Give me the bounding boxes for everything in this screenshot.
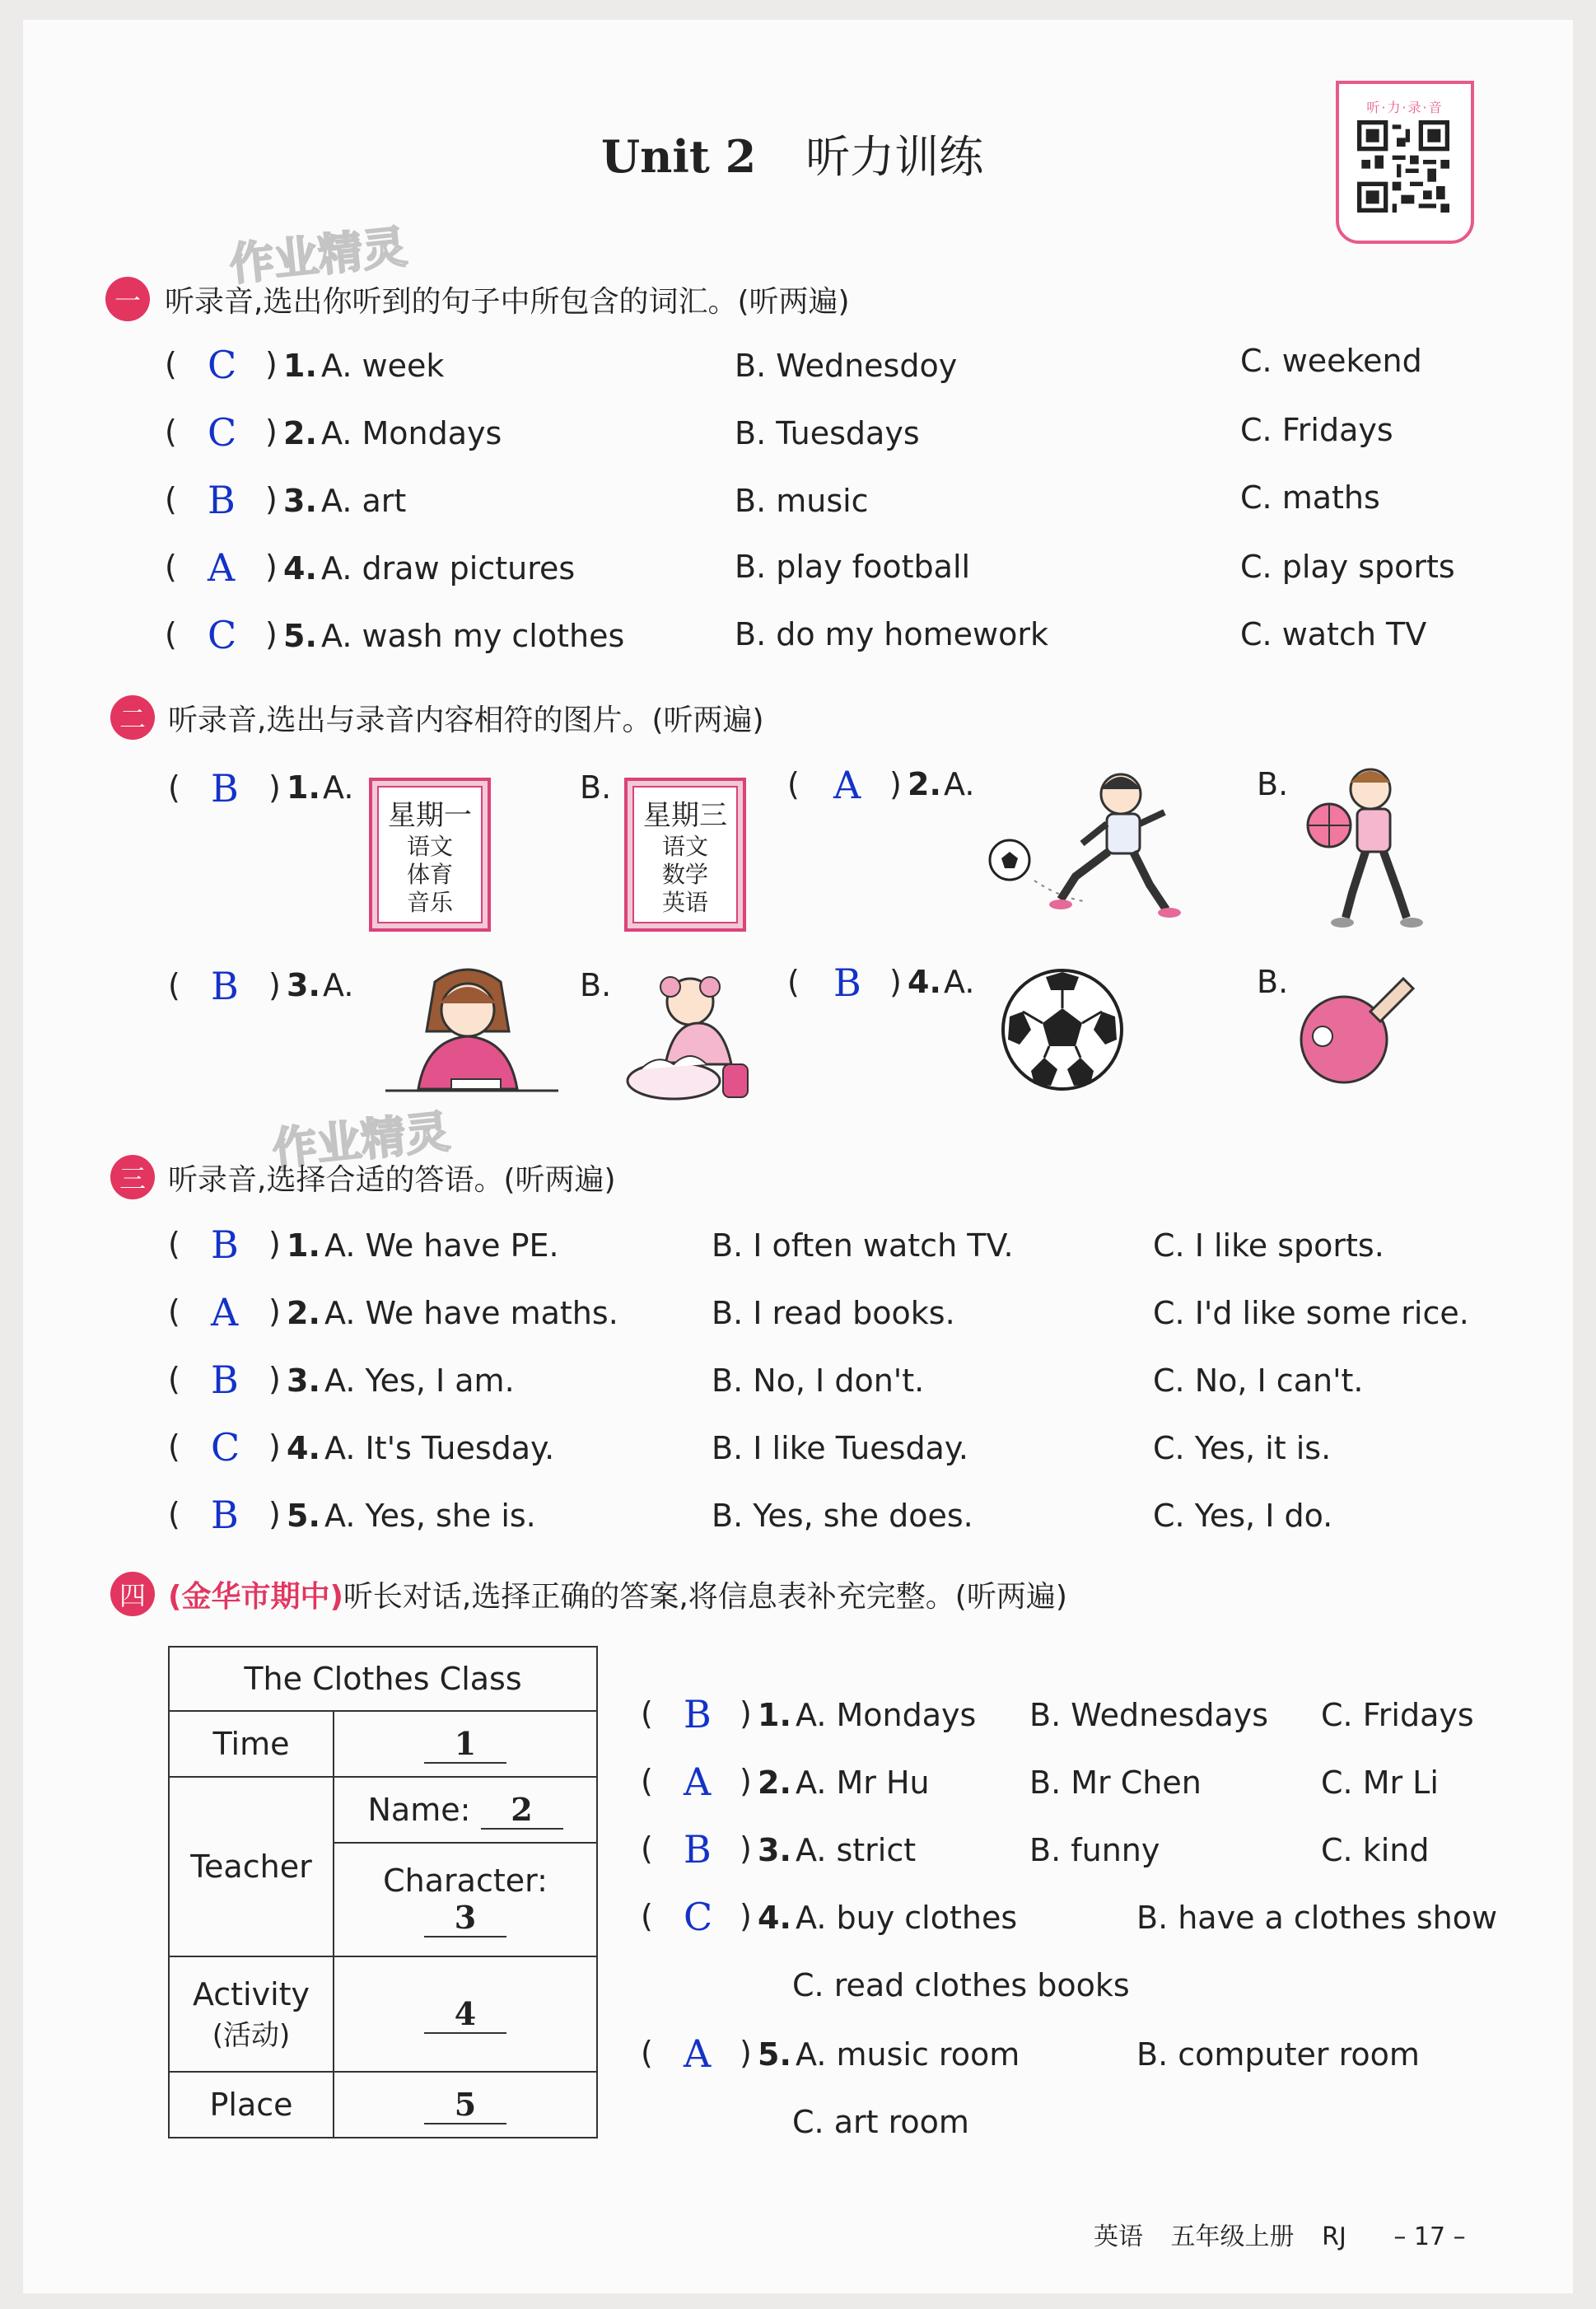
question-number: 1.	[287, 769, 320, 806]
schedule-day: 星期一	[388, 799, 472, 832]
option-a[interactable]: A.	[944, 964, 975, 1000]
option-b[interactable]: B. Tuesdays	[735, 415, 920, 451]
page-number: – 17 –	[1393, 2223, 1466, 2251]
question-number: 5.	[283, 618, 317, 654]
option-b[interactable]: B. No, I don't.	[712, 1362, 925, 1399]
question-number: 3.	[287, 1362, 320, 1399]
option-b[interactable]: B. have a clothes show	[1136, 1900, 1498, 1936]
table-title: The Clothes Class	[169, 1647, 597, 1711]
answer-mark: B	[211, 766, 239, 811]
option-c[interactable]: C. art room	[792, 2104, 969, 2140]
option-a[interactable]: A. music room	[796, 2036, 1020, 2073]
option-c[interactable]: C. Yes, it is.	[1153, 1430, 1332, 1466]
question-number: 3.	[758, 1832, 791, 1868]
option-c[interactable]: C. watch TV	[1240, 616, 1427, 652]
option-c[interactable]: C. I like sports.	[1153, 1227, 1384, 1264]
answer-mark: A	[684, 2031, 712, 2076]
teacher-label: Teacher	[169, 1777, 334, 1956]
boy-basketball-image[interactable]	[1288, 758, 1436, 939]
option-b[interactable]: B.	[580, 769, 612, 806]
option-b[interactable]: B. Mr Chen	[1029, 1764, 1202, 1801]
source-tag: (金华市期中)	[168, 1580, 343, 1614]
option-a[interactable]: A. Mondays	[321, 415, 502, 451]
option-b[interactable]: B. do my homework	[735, 616, 1048, 652]
section-badge: 四	[110, 1572, 155, 1616]
question-number: 1.	[283, 348, 317, 384]
name-label: Name:	[367, 1791, 471, 1828]
page-title	[601, 122, 983, 185]
option-a[interactable]: A.	[323, 769, 354, 806]
section-instruction: 听录音,选择合适的答语。(听两遍)	[168, 1163, 616, 1197]
schedule-subject: 音乐	[406, 889, 453, 916]
time-label: Time	[169, 1711, 334, 1777]
question-number: 4.	[758, 1900, 791, 1936]
section-badge: 二	[110, 695, 155, 740]
option-a[interactable]: A. strict	[796, 1832, 917, 1868]
footer-grade: 五年级上册	[1170, 2223, 1295, 2251]
option-a[interactable]: A. art	[321, 483, 407, 519]
option-c[interactable]: C. Mr Li	[1321, 1764, 1439, 1801]
option-c[interactable]: C. No, I can't.	[1153, 1362, 1364, 1399]
question-number: 2.	[287, 1295, 320, 1331]
schedule-subject: 体育	[406, 861, 453, 888]
question-number: 3.	[283, 483, 317, 519]
answer-mark: A	[833, 763, 861, 807]
option-a[interactable]: A. We have PE.	[324, 1227, 559, 1264]
girl-writing-image[interactable]	[369, 965, 567, 1105]
qr-code-icon[interactable]	[1357, 120, 1449, 213]
answer-mark: C	[208, 613, 237, 657]
character-blank[interactable]: 3	[424, 1899, 506, 1937]
ping-pong-paddle-image[interactable]	[1293, 969, 1425, 1101]
question-number: 3.	[287, 967, 320, 1003]
option-a[interactable]: A. Yes, she is.	[324, 1498, 536, 1534]
footer-subject: 英语	[1094, 2223, 1143, 2251]
answer-mark: C	[684, 1895, 713, 1939]
answer-mark: A	[684, 1760, 712, 1804]
question-number: 1.	[287, 1227, 320, 1264]
option-a[interactable]: A.	[323, 967, 354, 1003]
option-c[interactable]: C. Fridays	[1240, 412, 1393, 448]
answer-mark: C	[208, 343, 237, 387]
option-b[interactable]: B. Wednesdays	[1029, 1697, 1269, 1733]
option-c[interactable]: C. read clothes books	[792, 1967, 1130, 2003]
title-zh: 听力训练	[805, 131, 984, 183]
answer-mark: B	[684, 1692, 712, 1736]
option-a[interactable]: A. Mondays	[796, 1697, 977, 1733]
answer-mark: C	[211, 1425, 240, 1470]
schedule-subject: 英语	[661, 889, 708, 916]
option-c[interactable]: C. Fridays	[1321, 1697, 1474, 1733]
activity-label: Activity	[192, 1975, 310, 2012]
schedule-card-b[interactable]	[624, 778, 746, 932]
schedule-subject: 语文	[406, 833, 453, 860]
option-b[interactable]: B. music	[735, 483, 869, 519]
option-c[interactable]: C. weekend	[1240, 343, 1422, 379]
answer-mark: B	[211, 964, 239, 1008]
option-a[interactable]: A. wash my clothes	[321, 618, 625, 654]
answer-mark: B	[833, 961, 861, 1005]
schedule-subject: 语文	[661, 833, 708, 860]
footer	[1094, 2216, 1466, 2252]
option-a[interactable]: A. It's Tuesday.	[324, 1430, 555, 1466]
section-badge: 三	[110, 1155, 155, 1199]
option-b[interactable]: B. I often watch TV.	[712, 1227, 1014, 1264]
answer-mark: A	[211, 1290, 239, 1334]
watermark: 作业精灵	[226, 220, 410, 292]
option-a[interactable]: A. buy clothes	[796, 1900, 1018, 1936]
boy-kicking-football-image[interactable]	[985, 761, 1191, 934]
unit-title: Unit 2	[601, 130, 757, 183]
schedule-card-a[interactable]	[369, 778, 491, 932]
option-a[interactable]: A. We have maths.	[324, 1295, 618, 1331]
football-image[interactable]	[998, 965, 1127, 1094]
section-instruction: 听长对话,选择正确的答案,将信息表补充完整。(听两遍)	[343, 1580, 1067, 1614]
answer-mark: B	[211, 1493, 239, 1537]
option-b[interactable]: B.	[1257, 964, 1289, 1000]
watermark: 作业精灵	[269, 1105, 453, 1176]
answer-mark: A	[208, 545, 236, 590]
section-instruction-row	[168, 1573, 1067, 1615]
girl-washing-clothes-image[interactable]	[616, 965, 764, 1114]
answer-mark: B	[208, 478, 236, 522]
activity-blank[interactable]: 4	[424, 1995, 506, 2034]
qr-caption: 听·力·录·音	[1366, 100, 1444, 115]
option-a[interactable]: A.	[944, 766, 975, 802]
question-number: 4.	[283, 550, 317, 587]
option-c[interactable]: C. play sports	[1240, 549, 1455, 585]
schedule-day: 星期三	[643, 799, 727, 832]
option-b[interactable]: B. funny	[1029, 1832, 1160, 1868]
option-c[interactable]: C. Yes, I do.	[1153, 1498, 1333, 1534]
character-label: Character:	[383, 1862, 548, 1899]
answer-mark: B	[211, 1222, 239, 1267]
option-b[interactable]: B. I like Tuesday.	[712, 1430, 968, 1466]
place-label: Place	[169, 2072, 334, 2138]
question-number: 5.	[758, 2036, 791, 2073]
question-number: 2.	[758, 1764, 791, 1801]
option-b[interactable]: B. computer room	[1136, 2036, 1420, 2073]
section-instruction: 听录音,选出与录音内容相符的图片。(听两遍)	[168, 703, 764, 737]
section-instruction: 听录音,选出你听到的句子中所包含的词汇。(听两遍)	[165, 285, 850, 319]
option-b[interactable]: B.	[1257, 766, 1289, 802]
time-blank[interactable]: 1	[424, 1725, 506, 1764]
option-b[interactable]: B. Yes, she does.	[712, 1498, 973, 1534]
option-c[interactable]: C. maths	[1240, 479, 1380, 516]
option-a[interactable]: A. Mr Hu	[796, 1764, 930, 1801]
question-number: 2.	[908, 766, 941, 802]
option-a[interactable]: A. Yes, I am.	[324, 1362, 515, 1399]
answer-mark: B	[211, 1358, 239, 1402]
option-b[interactable]: B. I read books.	[712, 1295, 955, 1331]
footer-edition: RJ	[1322, 2223, 1346, 2251]
option-b[interactable]: B.	[580, 967, 612, 1003]
place-blank[interactable]: 5	[424, 2086, 506, 2124]
option-a[interactable]: A. draw pictures	[321, 550, 576, 587]
answer-mark: C	[208, 410, 237, 455]
name-blank[interactable]: 2	[481, 1791, 563, 1830]
option-a[interactable]: A. week	[321, 348, 445, 384]
qr-card[interactable]	[1336, 81, 1474, 244]
question-number: 1.	[758, 1697, 791, 1733]
answer-mark: B	[684, 1827, 712, 1872]
option-b[interactable]: B. Wednesdoy	[735, 348, 958, 384]
option-c[interactable]: C. kind	[1321, 1832, 1430, 1868]
info-table	[168, 1646, 598, 2138]
question-number: 5.	[287, 1498, 320, 1534]
option-b[interactable]: B. play football	[735, 549, 971, 585]
question-number: 4.	[908, 964, 941, 1000]
section-badge: 一	[105, 277, 150, 321]
question-number: 2.	[283, 415, 317, 451]
schedule-subject: 数学	[661, 861, 708, 888]
option-c[interactable]: C. I'd like some rice.	[1153, 1295, 1469, 1331]
question-number: 4.	[287, 1430, 320, 1466]
activity-zh: (活动)	[212, 2018, 291, 2052]
